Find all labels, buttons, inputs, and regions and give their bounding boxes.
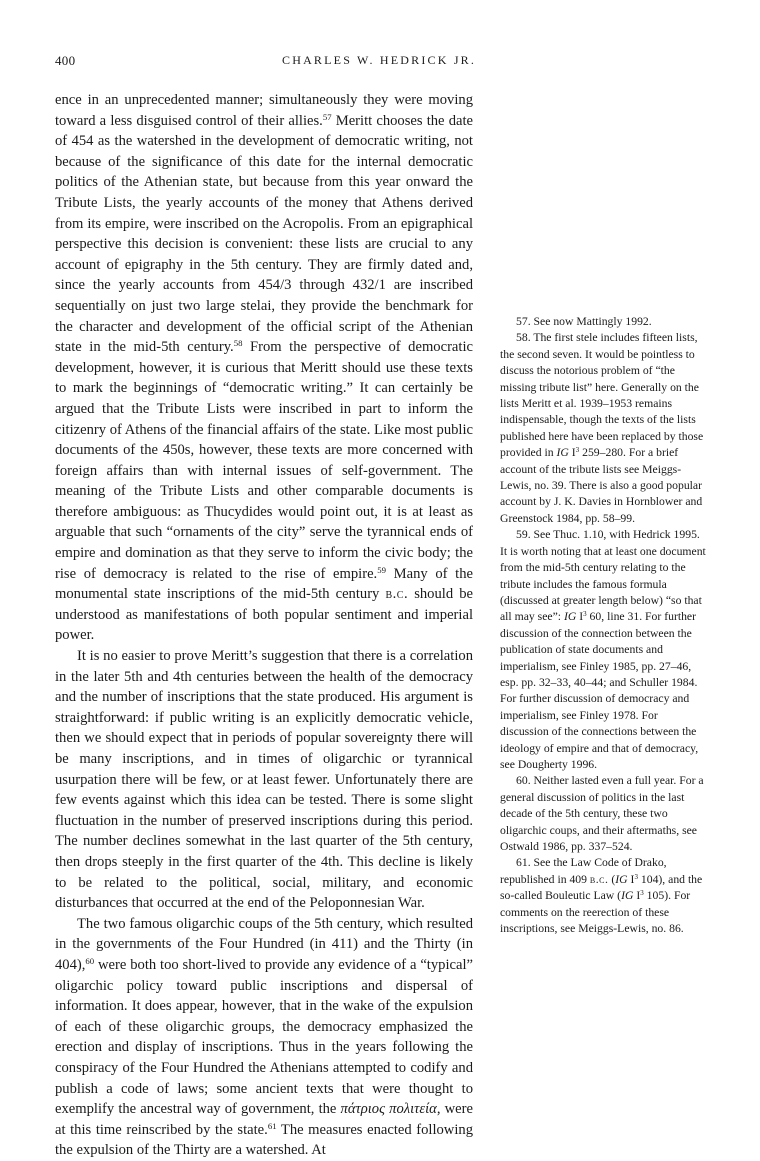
paragraph-3: The two famous oligarchic coups of the 5th century, which resulted in the governments of the Four Hundred (in 411) and the Thirty (in 404),$^{60}$ were both too short-lived to provide any evidence of a “typical” oligarchic policy toward public inscriptions and dispersal of information. It does appear, however, that in the wake of the expulsion of each of these oligarchic groups, the democracy emphasized the erection and display of inscriptions. Thus in the years following the conspiracy of the Four Hundred the Athenians attempted to codify and publish a code of laws; some ancient texts that were thought to exemplify the ancestral way of government, the πάτριος πολιτεία, were at this time reinscribed by the state.$^{61}$ The measures enacted following the expulsion of the Thirty are a watershed. At (55, 915, 473, 1159)
footnote-58: 58. The first stele includes fifteen lists, the second seven. It would be pointless to discuss the notorious problem of “the missing tribute list” here. Generally on the lists Meritt et al. 1939–1953 remains indispensable, though the texts of the lists published here have been replaced by those provided in IG $I^3$ 259–280. For a brief account of the tribute lists see Meiggs-Lewis, no. 39. There is also a good popular account by J. K. Davies in Hornblower and Greenstock 1984, pp. 58–99. (500, 331, 704, 525)
footnote-ref-57: 57 (322, 111, 332, 122)
greek-phrase: πάτριος πολιτεία (340, 1101, 437, 1118)
footnote-61: 61. See the Law Code of Drako, republished in 409 b.c. (IG $I^3$ 104), and the so-called Bouleutic Law (IG $I^3$ 105). For comments on the reerection of these inscriptions, see Meiggs-Lewis, no. 86. (500, 856, 703, 936)
footnote-60: 60. Neither lasted even a full year. For a general discussion of politics in the last decade of the 5th century, these two oligarchic coups, and their aftermaths, see Ostwald 1986, pp. 337–524. (500, 774, 704, 853)
footnotes-column (500, 314, 708, 937)
footnote-57: 57. See now Mattingly 1992. (516, 315, 652, 328)
footnote-ref-58: 58 (233, 337, 243, 348)
footnote-ref-59: 59 (377, 564, 386, 575)
paragraph-2: It is no easier to prove Meritt’s suggestion that there is a correlation in the later 5th and 4th centuries between the health of the democracy and the number of inscriptions that the state produced. His argument is straightforward: if public writing is an explicitly democratic vehicle, then we should expect that in periods of popular sovereignty there will be many inscriptions, and in times of oligarchic or tyrannical usurpation there will be few, or at least fewer. Unfortunately there are few events against which this idea can be tested. There is some slight fluctuation in the number of preserved inscriptions during this period. The number declines somewhat in the last quarter of the 5th century, then drops steeply in the first quarter of the 4th. This decline is likely to be related to the political, social, military, and economic disturbances that occurred at the end of the Peloponnesian War. (55, 648, 473, 912)
running-head: CHARLES W. HEDRICK JR. (282, 53, 477, 67)
footnote-59: 59. See Thuc. 1.10, with Hedrick 1995. It is worth noting that at least one document from the mid-5th century relating to the tribute includes the famous formula (discussed at greater length below) “so that all may see”: IG $I^3$ 60, line 31. For further discussion of the connection between the publication of state documents and imperialism, see Finley 1985, pp. 27–46, esp. pp. 32–33, 40–44; and Schuller 1984. For further discussion of democracy and imperialism, see Finley 1978. For discussion of the connections between the ideology of empire and that of democracy, see Dougherty 1996. (500, 528, 706, 771)
footnote-ref-61: 61 (267, 1120, 277, 1131)
footnote-ref-60: 60 (85, 955, 95, 966)
main-text-column (55, 90, 473, 1161)
paragraph-1: ence in an unprecedented manner; simultaneously they were moving toward a less disguised control of their allies.$^{57}$ Meritt chooses the date of 454 as the watershed in the development of democratic writing, not because of the significance of this date for the internal democratic politics of the Athenian state, but because from this year onward the Tribute Lists, the yearly accounts of the money that Athens derived from its empire, were inscribed on the Acropolis. From an epigraphical perspective this decision is convenient: these lists are crucial to any account of epigraphy in the 5th century. They are firmly dated and, since the yearly accounts from 454/3 through 432/1 are inscribed sequentially on just two large stelai, they provide the benchmark for the character and development of the official script of the Athenian state in the mid-5th century.$^{58}$ From the perspective of democratic development, however, it is curious that Meritt should use these texts to mark the beginnings of “democratic writing.” It can certainly be argued that the Tribute Lists were inscribed in part to inform the citizenry of Athens of the financial affairs of the state. Like most public documents of the 450s, however, these texts are more concerned with foreign affairs than with internal issues of self-government. The meaning of the Tribute Lists and other comparable documents is therefore ambiguous: as Thucydides would point out, it is at least as arguable that such “ornaments of the city” serve the tyrannical ends of empire and domination as that they serve to inform the civic body; the rise of democracy is related to the rise of empire.$^{59}$ Many of the monumental state inscriptions of the mid-5th century b.c. should be understood as manifestations of both popular sentiment and imperial power. (55, 92, 474, 644)
page-number: 400 (55, 53, 76, 68)
